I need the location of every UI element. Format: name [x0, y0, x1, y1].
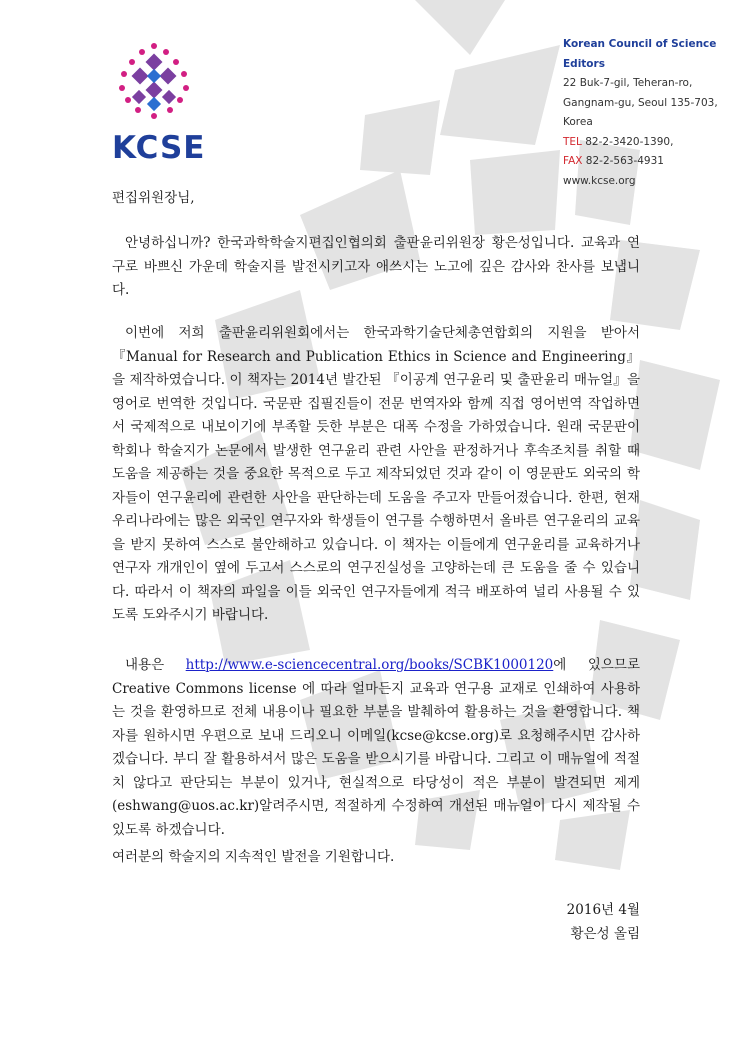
signature-name: 황은성 올림 — [570, 926, 640, 942]
website: www.kcse.org — [563, 174, 636, 187]
kcse-logo-text: KCSE — [112, 130, 206, 166]
fax-label: FAX — [563, 155, 583, 167]
paragraph-closing: 여러분의 학술지의 지속적인 발전을 기원합니다. — [112, 849, 395, 865]
tel-line — [563, 133, 750, 153]
usage-text-after: 에 있으므로 Creative Commons license 에 따라 얼마든지 교육과 연구용 교재로 인쇄하여 사용하는 것을 환영하므로 전체 내용이나 필요한 부분을 발췌하여 활용하는 것을 환영합니다. 책자를 원하시면 우편으로 보내 드리오니 이메일(kcse@kcse.org)로 요청해주시면 감사하겠습니다. 부디 잘 활용하셔서 많은 도움을 받으시기를 바랍니다. 그리고 이 매뉴얼에 적절치 않다고 판단되는 부분이 있거나, 현실적으로 타당성이 적은 부분이 발견되면 제게(eshwang@uos.ac.kr)알려주시면, 적절하게 수정하여 개선된 매뉴얼이 다시 제작될 수 있도록 하겠습니다. — [112, 657, 641, 838]
usage-text-before: 내용은 — [125, 657, 186, 673]
address-line-1: 22 Buk-7-gil, Teheran-ro, — [563, 77, 693, 89]
manual-link[interactable]: http://www.e-sciencecentral.org/books/SCBK1000120 — [185, 657, 554, 673]
paragraph-usage — [112, 654, 640, 842]
fax-value: 82-2-563-4931 — [585, 155, 664, 167]
tel-value: 82-2-3420-1390, — [585, 135, 674, 148]
organization-info — [563, 35, 750, 191]
kcse-logo-mark — [112, 40, 196, 124]
tel-label: TEL — [563, 135, 582, 148]
org-name: Korean Council of Science Editors — [563, 38, 717, 70]
letter-date: 2016년 4월 — [566, 902, 640, 918]
signature-block — [567, 898, 640, 946]
fax-line — [563, 152, 750, 172]
salutation: 편집위원장님, — [112, 190, 195, 206]
address-line-2: Gangnam-gu, Seoul 135-703, Korea — [563, 96, 718, 128]
paragraph-greeting: 안녕하십니까? 한국과학학술지편집인협의회 출판윤리위원장 황은성입니다. 교육과 연구로 바쁘신 가운데 학술지를 발전시키고자 애쓰시는 노고에 깊은 감사와 찬사를 보냅니다. — [112, 235, 640, 298]
paragraph-manual-intro: 이번에 저희 출판윤리위원회에서는 한국과학기술단체총연합회의 지원을 받아서 『Manual for Research and Publication Ethics in Science and Engineering』을 제작하였습니다. 이 책자는 2014년 발간된 『이공계 연구윤리 및 출판윤리 매뉴얼』을 영어로 번역한 것입니다. 국문판 집필진들이 전문 번역자와 함께 직접 영어번역 작업하면서 국제적으로 내보이기에 부족할 듯한 부분은 대폭 수정을 가하였습니다. 원래 국문판이 학회나 학술지가 논문에서 발생한 연구윤리 관련 사안을 판정하거나 후속조치를 취할 때 도움을 제공하는 것을 중요한 목적으로 두고 제작되었던 것과 같이 이 영문판도 외국의 학자들이 연구윤리에 관련한 사안을 판단하는데 도움을 주고자 만들어졌습니다. 한편, 현재 우리나라에는 많은 외국인 연구자와 학생들이 연구를 수행하면서 올바른 연구윤리의 교육을 받지 못하여 스스로 불안해하고 있습니다. 이 책자는 이들에게 연구윤리를 교육하거나 연구자 개개인이 옆에 두고서 스스로의 연구진실성을 고양하는데 큰 도움을 줄 수 있습니다. 따라서 이 책자의 파일을 이들 외국인 연구자들에게 적극 배포하여 널리 사용될 수 있도록 도와주시기 바랍니다. — [112, 325, 640, 623]
kcse-logo — [112, 40, 206, 166]
